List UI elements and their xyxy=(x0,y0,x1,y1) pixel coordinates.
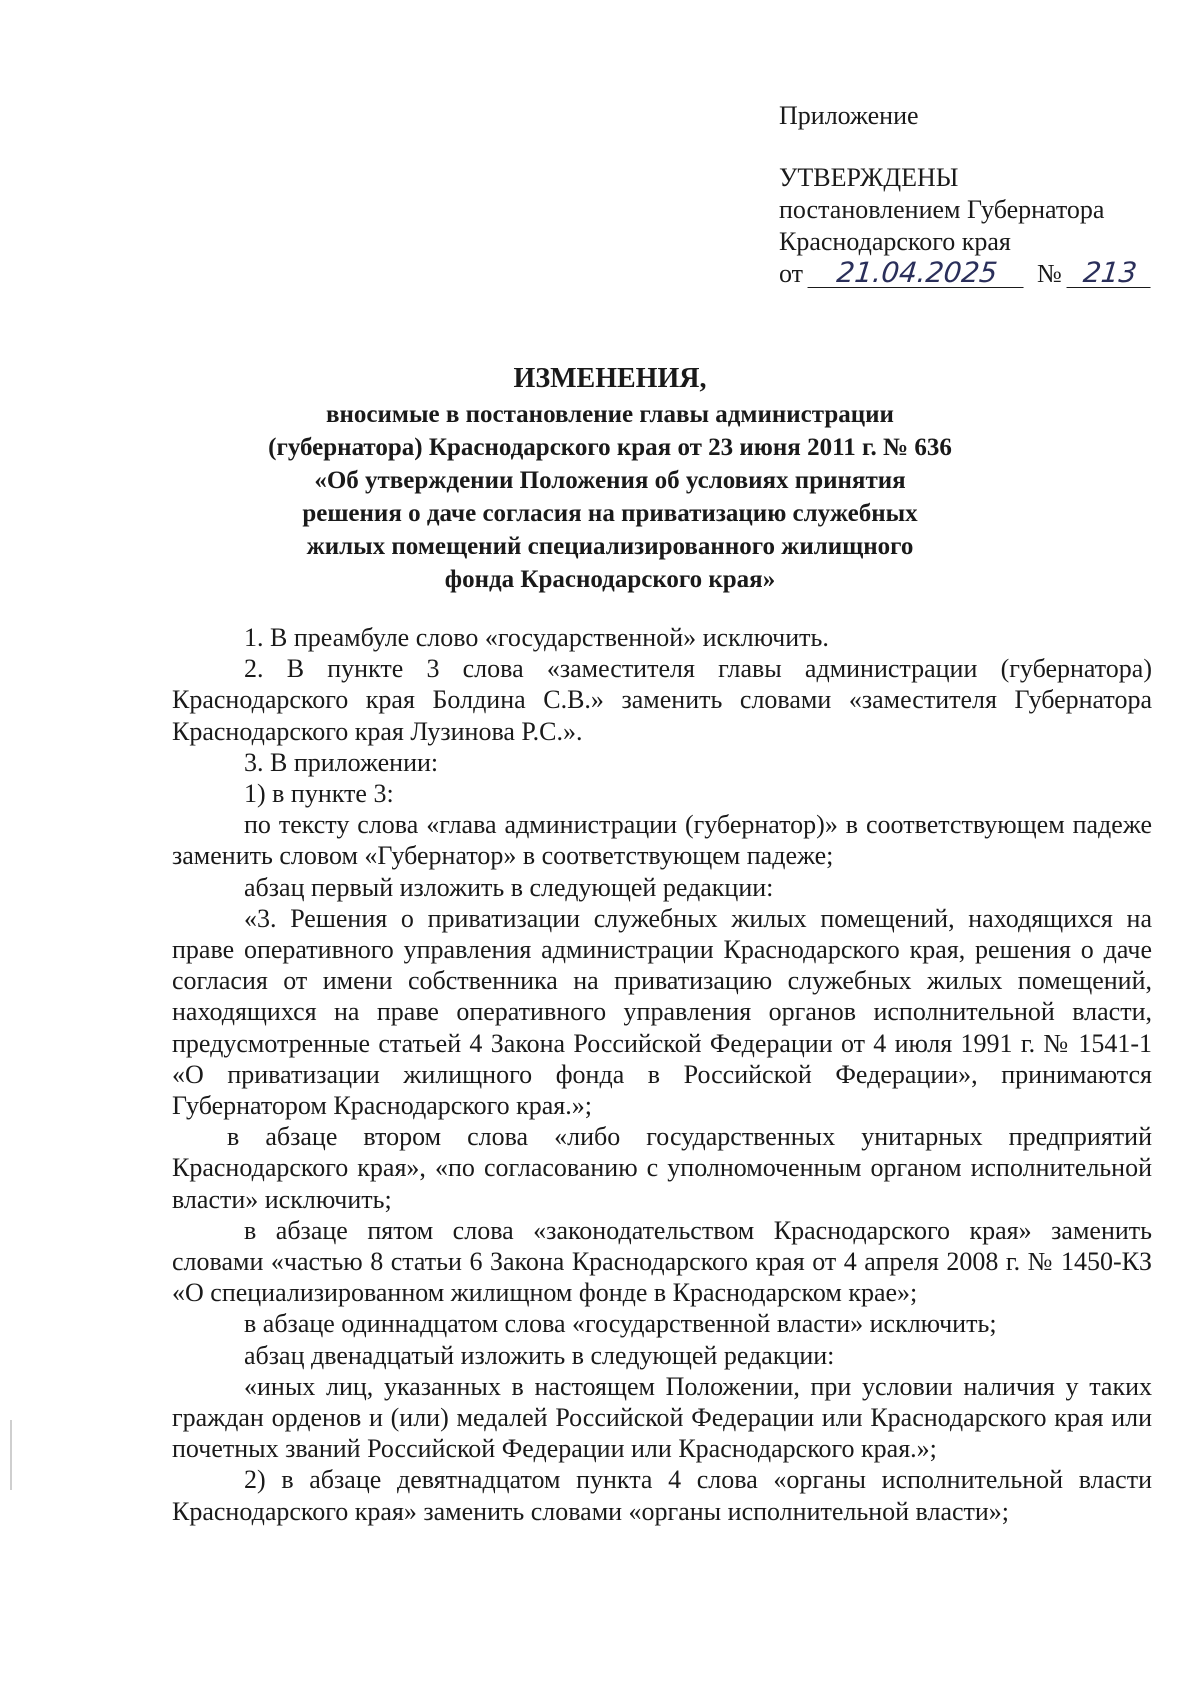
title-line: фонда Краснодарского края» xyxy=(444,566,776,593)
paragraph: «3. Решения о приватизации служебных жилых помещений, находящихся на праве оперативного управления администрации Краснодарского края, решения о даче согласия от имени собственника на приватизацию служебных жилых помещений, находящихся на праве оперативного управления органов исполнительной власти, предусмотренные статьей 4 Закона Российской Федерации от 4 июля 1991 г. № 1541-1 «О приватизации жилищного фонда в Российской Федерации», принимаются Губернатором Краснодарского края.»; xyxy=(172,903,1152,1121)
title-line: (губернатора) Краснодарского края от 23 июня 2011 г. № 636 xyxy=(268,434,952,461)
paragraph: 2) в абзаце девятнадцатом пункта 4 слова «органы исполнительной власти Краснодарского края» заменить словами «органы исполнительной власти»; xyxy=(172,1465,1152,1526)
paragraph: 1) в пункте 3: xyxy=(244,779,394,809)
handwritten-number: 213 xyxy=(1066,259,1153,288)
document-body xyxy=(172,622,1152,1527)
title-line: вносимые в постановление главы администрации xyxy=(326,401,894,428)
paragraph: абзац двенадцатый изложить в следующей редакции: xyxy=(244,1340,835,1370)
title-line: решения о даче согласия на приватизацию служебных xyxy=(302,500,918,527)
paragraph: 3. В приложении: xyxy=(244,747,439,777)
paragraph: 2. В пункте 3 слова «заместителя главы администрации (губернатора) Краснодарского края Болдина С.В.» заменить словами «заместителя Губернатора Краснодарского края Лузинова Р.С.». xyxy=(172,654,1152,746)
title-line: жилых помещений специализированного жилищного xyxy=(306,533,914,560)
handwritten-date: 21.04.2025 xyxy=(808,259,1027,288)
approval-line-2: Краснодарского края xyxy=(779,227,1011,256)
approval-line-1: постановлением Губернатора xyxy=(779,195,1105,224)
approved-label: УТВЕРЖДЕНЫ xyxy=(779,163,959,192)
document-title xyxy=(160,362,1060,596)
paragraph: по тексту слова «глава администрации (губернатор)» в соответствующем падеже заменить словом «Губернатор» в соответствующем падеже; xyxy=(172,810,1152,871)
approval-date-line xyxy=(779,258,1169,290)
paragraph: в абзаце втором слова «либо государственных унитарных предприятий Краснодарского края», «по согласованию с уполномоченным органом исполнительной власти» исключить; xyxy=(172,1122,1152,1214)
scan-edge-mark xyxy=(10,1420,12,1490)
title-main: ИЗМЕНЕНИЯ, xyxy=(513,363,707,394)
appendix-label: Приложение xyxy=(779,101,919,130)
date-prefix: от xyxy=(779,259,804,288)
title-line: «Об утверждении Положения об условиях принятия xyxy=(314,467,906,494)
paragraph: в абзаце одиннадцатом слова «государственной власти» исключить; xyxy=(244,1309,997,1339)
paragraph: абзац первый изложить в следующей редакции: xyxy=(244,872,774,902)
paragraph: в абзаце пятом слова «законодательством Краснодарского края» заменить словами «частью 8 статьи 6 Закона Краснодарского края от 4 апреля 2008 г. № 1450-КЗ «О специализированном жилищном фонде в Краснодарском крае»; xyxy=(172,1215,1152,1308)
number-prefix: № xyxy=(1037,259,1062,288)
spacer xyxy=(779,132,1169,162)
paragraph: «иных лиц, указанных в настоящем Положении, при условии наличия у таких граждан орденов и (или) медалей Российской Федерации или Краснодарского края или почетных званий Российской Федерации или Краснодарского края.»; xyxy=(172,1371,1152,1464)
paragraph: 1. В преамбуле слово «государственной» исключить. xyxy=(244,623,829,652)
approval-block xyxy=(779,100,1169,290)
